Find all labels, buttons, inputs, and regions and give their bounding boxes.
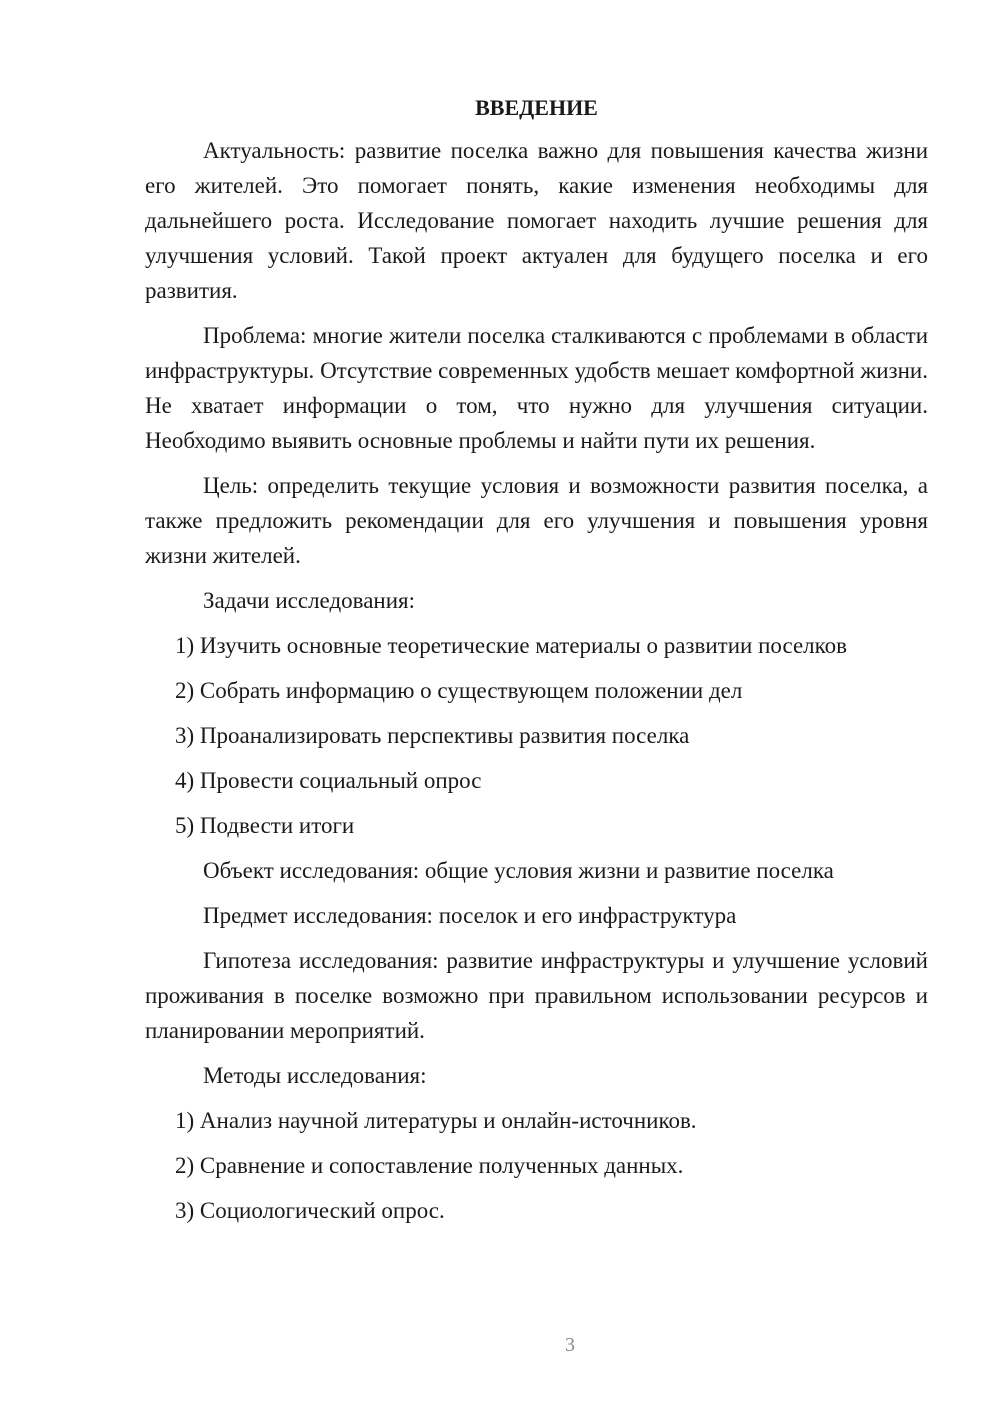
list-item: 3) Проанализировать перспективы развития поселка	[175, 723, 690, 748]
list-item: 3) Социологический опрос.	[175, 1198, 445, 1223]
list-item: 1) Анализ научной литературы и онлайн-источников.	[175, 1108, 697, 1133]
tasks-heading: Задачи исследования:	[203, 588, 416, 613]
page-number: 3	[565, 1334, 575, 1356]
list-item: 2) Сравнение и сопоставление полученных данных.	[175, 1153, 684, 1178]
research-object: Объект исследования: общие условия жизни и развитие поселка	[203, 858, 834, 883]
problem-paragraph: Проблема: многие жители поселка сталкиваются с проблемами в области инфраструктуры. Отсутствие современных удобств мешает комфортной жизни. Не хватает информации о том, что нужно для улучшения ситуации. Необходимо выявить основные проблемы и найти пути их решения.	[145, 323, 928, 453]
list-item: 1) Изучить основные теоретические материалы о развитии поселков	[175, 633, 848, 658]
page-body	[145, 88, 928, 1238]
list-item: 4) Провести социальный опрос	[175, 768, 482, 793]
page-title: ВВЕДЕНИЕ	[475, 95, 598, 120]
relevance-paragraph: Актуальность: развитие поселка важно для повышения качества жизни его жителей. Это помогает понять, какие изменения необходимы для дальнейшего роста. Исследование помогает находить лучшие решения для улучшения условий. Такой проект актуален для будущего поселка и его развития.	[145, 138, 928, 303]
research-subject: Предмет исследования: поселок и его инфраструктура	[203, 903, 737, 928]
list-item: 5) Подвести итоги	[175, 813, 355, 838]
goal-paragraph: Цель: определить текущие условия и возможности развития поселка, а также предложить рекомендации для его улучшения и повышения уровня жизни жителей.	[145, 473, 928, 568]
tasks-list	[145, 628, 928, 843]
list-item: 2) Собрать информацию о существующем положении дел	[175, 678, 743, 703]
methods-heading: Методы исследования:	[203, 1063, 427, 1088]
methods-list	[145, 1103, 928, 1228]
hypothesis-paragraph: Гипотеза исследования: развитие инфраструктуры и улучшение условий проживания в поселке возможно при правильном использовании ресурсов и планировании мероприятий.	[145, 948, 928, 1043]
